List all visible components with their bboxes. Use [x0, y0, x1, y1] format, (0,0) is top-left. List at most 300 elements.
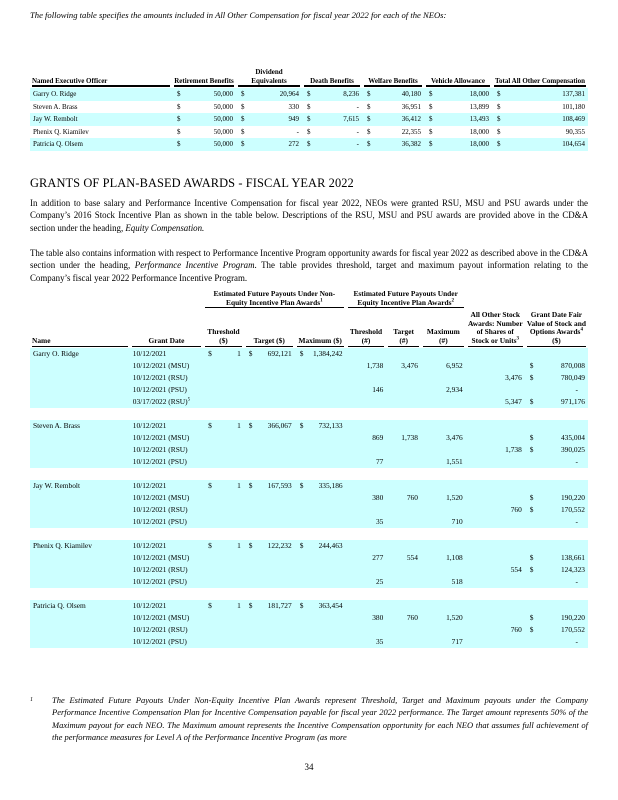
shares-mxn: 710: [421, 516, 466, 528]
col-header-target-n: Target (#): [386, 311, 421, 347]
payout-tg: [244, 360, 295, 372]
currency-symbol: $: [497, 90, 501, 98]
name-cell: Jay W. Rembolt: [30, 480, 130, 492]
currency-symbol: $: [307, 90, 311, 98]
col-header-threshold-n: Threshold (#): [346, 311, 387, 347]
amount: 780,049: [560, 372, 585, 382]
money-value: [365, 126, 421, 138]
payout-th: [203, 480, 244, 492]
payout-tg: [244, 576, 295, 588]
shares-tgn: 554: [386, 552, 421, 564]
payout-mx: [295, 444, 346, 456]
name-cell: [30, 456, 130, 468]
amount-cell: [362, 138, 424, 151]
payout-mx: [295, 564, 346, 576]
money-value: [528, 432, 585, 444]
currency-symbol: $: [529, 432, 534, 442]
shares-mxn: 1,551: [421, 456, 466, 468]
payout-tg: [244, 504, 295, 516]
shares-units: 760: [466, 504, 525, 516]
shares-units: [466, 552, 525, 564]
currency-symbol: $: [177, 115, 181, 123]
amount-cell: [424, 88, 492, 101]
grant-date: 10/12/2021: [130, 600, 203, 612]
payout-th: [203, 420, 244, 432]
amount-cell: [362, 113, 424, 126]
currency-symbol: $: [367, 90, 371, 98]
amount: 122,232: [267, 540, 292, 550]
fair-value: [525, 396, 588, 408]
shares-mxn: 717: [421, 636, 466, 648]
shares-thn: 380: [346, 612, 387, 624]
amount: 138,661: [560, 552, 585, 562]
officer-name: Jay W. Rembolt: [30, 113, 172, 126]
spacer-cell: [30, 408, 588, 420]
currency-symbol: $: [241, 102, 245, 111]
money-value: [427, 88, 489, 100]
amount: -: [356, 127, 359, 136]
shares-units: [466, 432, 525, 444]
table-row: [30, 348, 588, 360]
money-value: [298, 600, 343, 612]
shares-thn: 25: [346, 576, 387, 588]
shares-tgn: [386, 504, 421, 516]
currency-symbol: $: [529, 444, 534, 454]
fair-value: -: [525, 456, 588, 468]
amount: 90,355: [565, 127, 585, 136]
payout-tg: [244, 516, 295, 528]
group-spacer: [30, 528, 588, 540]
col-header: Vehicle Allowance: [424, 68, 492, 88]
officer-name: Steven A. Brass: [33, 102, 78, 111]
fair-value: [525, 504, 588, 516]
table-row: [30, 113, 588, 126]
grant-date: 10/12/2021 (PSU): [130, 516, 203, 528]
table-row: [30, 504, 588, 516]
amount: 18,000: [469, 127, 489, 136]
amount: 108,469: [562, 115, 585, 123]
money-value: [298, 540, 343, 552]
grant-date: 10/12/2021 (RSU): [130, 372, 203, 384]
shares-mxn: [421, 444, 466, 456]
amount: 50,000: [213, 102, 233, 111]
shares-thn: [346, 480, 387, 492]
amount: 20,964: [279, 90, 299, 98]
table-row: [30, 432, 588, 444]
money-value: [305, 101, 359, 113]
amount: 1: [237, 480, 241, 490]
shares-tgn: [386, 384, 421, 396]
spacer-cell: [30, 588, 588, 600]
shares-tgn: 1,738: [386, 432, 421, 444]
grant-date: 10/12/2021 (RSU): [130, 564, 203, 576]
money-value: [528, 360, 585, 372]
name-cell: Garry O. Ridge: [30, 348, 130, 360]
col-header-maximum-usd: Maximum ($): [298, 335, 342, 345]
payout-th: [203, 552, 244, 564]
col-header: Welfare Benefits: [362, 68, 424, 88]
shares-mxn: [421, 540, 466, 552]
amount: 1: [237, 540, 241, 550]
money-value: [427, 101, 489, 113]
currency-symbol: $: [429, 102, 433, 111]
money-value: [175, 101, 233, 113]
money-value: [206, 600, 241, 612]
shares-units: 1,738: [466, 444, 525, 456]
amount: 190,220: [560, 492, 585, 502]
amount-cell: [302, 113, 362, 126]
shares-units: 3,476: [466, 372, 525, 384]
footnote-ref: 5: [187, 397, 191, 403]
amount: 50,000: [213, 140, 233, 148]
shares-mxn: [421, 348, 466, 360]
shares-mxn: [421, 372, 466, 384]
table-row: [30, 444, 588, 456]
fair-value: [525, 432, 588, 444]
shares-units: [466, 540, 525, 552]
currency-symbol: $: [299, 480, 304, 490]
money-value: [365, 101, 421, 113]
group-header-row: [30, 290, 588, 311]
shares-tgn: [386, 540, 421, 552]
shares-units: [466, 516, 525, 528]
shares-mxn: [421, 600, 466, 612]
col-header: Dividend Equivalents: [236, 68, 302, 88]
equity-group-header: Estimated Future Payouts Under Equity Incentive Plan Awards$^2$: [346, 290, 466, 311]
shares-units: [466, 576, 525, 588]
amount: 8,236: [343, 90, 359, 98]
table-row: [30, 456, 588, 468]
amount-cell: [236, 88, 302, 101]
amount: 272: [288, 140, 299, 148]
grant-date: 10/12/2021: [130, 540, 203, 552]
table-row: [30, 576, 588, 588]
shares-thn: [346, 420, 387, 432]
name-cell: [30, 432, 130, 444]
name-cell: Steven A. Brass: [30, 420, 130, 432]
name-cell: [30, 516, 130, 528]
grant-date: 10/12/2021 (MSU): [130, 492, 203, 504]
table-row: [30, 480, 588, 492]
payout-tg: [244, 564, 295, 576]
currency-symbol: $: [299, 420, 304, 430]
name-cell: [30, 384, 130, 396]
currency-symbol: $: [429, 90, 433, 98]
payout-tg: [244, 456, 295, 468]
money-value: [175, 88, 233, 100]
amount: 335,186: [318, 480, 343, 490]
fair-value: [525, 612, 588, 624]
currency-symbol: $: [307, 140, 311, 148]
grant-date: 10/12/2021 (MSU): [130, 612, 203, 624]
amount-cell: [172, 113, 236, 126]
col-header: Death Benefits: [302, 68, 362, 88]
amount: 7,615: [343, 115, 359, 123]
amount-cell: [424, 138, 492, 151]
table-row: [30, 612, 588, 624]
shares-thn: [346, 624, 387, 636]
shares-tgn: [386, 576, 421, 588]
currency-symbol: $: [307, 127, 311, 136]
fair-value: -: [525, 636, 588, 648]
payout-tg: [244, 492, 295, 504]
amount: 101,180: [562, 102, 585, 111]
shares-thn: [346, 504, 387, 516]
fair-value: -: [525, 516, 588, 528]
shares-units: 554: [466, 564, 525, 576]
currency-symbol: $: [241, 140, 245, 148]
payout-th: [203, 492, 244, 504]
table-row: [30, 624, 588, 636]
amount: 949: [288, 115, 299, 123]
money-value: [495, 113, 585, 125]
name-cell: [30, 492, 130, 504]
currency-symbol: $: [248, 480, 253, 490]
payout-mx: [295, 540, 346, 552]
payout-th: [203, 456, 244, 468]
amount: 104,654: [562, 140, 585, 148]
money-value: [239, 101, 299, 113]
currency-symbol: $: [429, 115, 433, 123]
payout-th: [203, 384, 244, 396]
money-value: [528, 564, 585, 576]
intro-text: The following table specifies the amounts included in All Other Compensation for fiscal year 2022 for each of the NEOs:: [30, 10, 447, 20]
amount-cell: [172, 138, 236, 151]
table-header-row: [30, 68, 588, 88]
grant-date: 10/12/2021 (MSU): [130, 432, 203, 444]
payout-tg: [244, 552, 295, 564]
amount: 13,493: [469, 115, 489, 123]
shares-mxn: [421, 420, 466, 432]
currency-symbol: $: [529, 504, 534, 514]
money-value: [247, 348, 292, 360]
shares-mxn: 1,520: [421, 492, 466, 504]
amount: 692,121: [267, 348, 292, 358]
shares-units: [466, 480, 525, 492]
currency-symbol: $: [241, 115, 245, 123]
payout-tg: [244, 432, 295, 444]
currency-symbol: $: [497, 115, 501, 123]
amount: 50,000: [213, 115, 233, 123]
money-value: [298, 348, 343, 360]
payout-tg: [244, 636, 295, 648]
shares-mxn: 1,520: [421, 612, 466, 624]
payout-mx: [295, 492, 346, 504]
shares-mxn: [421, 564, 466, 576]
table-row: [30, 372, 588, 384]
shares-thn: [346, 564, 387, 576]
name-cell: [30, 372, 130, 384]
shares-tgn: [386, 636, 421, 648]
payout-mx: [295, 612, 346, 624]
amount-cell: [172, 88, 236, 101]
paragraph-2: The table also contains information with respect to Performance Incentive Program opportunity awards for fiscal year 2022 as described above in the CD&A section under the heading, Performance Incentive Program. The table provides threshold, target and maximum payout information relating to the Company’s fiscal year 2022 Performance Incentive Program.: [30, 248, 588, 283]
amount-cell: [302, 126, 362, 139]
currency-symbol: $: [497, 102, 501, 111]
shares-mxn: [421, 396, 466, 408]
amount-cell: [424, 126, 492, 139]
currency-symbol: $: [248, 420, 253, 430]
fair-value: [525, 552, 588, 564]
table-row: [30, 384, 588, 396]
table-row: [30, 101, 588, 114]
shares-mxn: 518: [421, 576, 466, 588]
payout-mx: [295, 600, 346, 612]
payout-mx: [295, 432, 346, 444]
amount: 971,176: [560, 396, 585, 406]
payout-th: [203, 624, 244, 636]
payout-mx: [295, 504, 346, 516]
payout-mx: [295, 384, 346, 396]
grants-table: [30, 290, 588, 648]
amount: 363,454: [318, 600, 343, 610]
amount: 870,008: [560, 360, 585, 370]
amount: 244,463: [318, 540, 343, 550]
amount: 18,000: [469, 90, 489, 98]
table-row: [30, 138, 588, 151]
amount-cell: [302, 101, 362, 114]
payout-th: [203, 372, 244, 384]
col-header-target-usd: Target ($): [244, 311, 295, 347]
grant-date: 03/17/2022 (RSU)$^5$: [130, 396, 203, 408]
shares-thn: 146: [346, 384, 387, 396]
grant-date: 10/12/2021 (PSU): [130, 456, 203, 468]
amount: 330: [288, 102, 299, 111]
table-row: [30, 540, 588, 552]
name-cell: [30, 612, 130, 624]
payout-th: [203, 540, 244, 552]
officer-name: Garry O. Ridge: [30, 88, 172, 101]
amount: 170,552: [560, 504, 585, 514]
shares-mxn: [421, 624, 466, 636]
amount: 190,220: [560, 612, 585, 622]
currency-symbol: $: [177, 127, 181, 136]
officer-name: Patricia Q. Olsem: [30, 138, 172, 151]
grant-date: 10/12/2021 (PSU): [130, 636, 203, 648]
amount: 36,382: [401, 140, 421, 148]
shares-tgn: [386, 516, 421, 528]
money-value: [528, 624, 585, 636]
shares-mxn: 6,952: [421, 360, 466, 372]
table-row: [30, 636, 588, 648]
shares-tgn: [386, 564, 421, 576]
payout-tg: [244, 396, 295, 408]
amount: 1: [237, 420, 241, 430]
section-title: GRANTS OF PLAN-BASED AWARDS - FISCAL YEAR 2022: [30, 176, 354, 190]
shares-units: [466, 492, 525, 504]
shares-thn: [346, 396, 387, 408]
name-cell: [30, 504, 130, 516]
amount-cell: [172, 126, 236, 139]
fair-value: [525, 540, 588, 552]
money-value: [427, 113, 489, 125]
name-cell: [30, 552, 130, 564]
currency-symbol: $: [307, 102, 311, 111]
currency-symbol: $: [529, 612, 534, 622]
payout-mx: [295, 456, 346, 468]
amount-cell: [236, 113, 302, 126]
payout-th: [203, 564, 244, 576]
officer-name: Phenix Q. Kiamilev: [33, 127, 89, 136]
shares-tgn: [386, 396, 421, 408]
grant-date: 10/12/2021: [130, 480, 203, 492]
shares-tgn: 760: [386, 612, 421, 624]
fair-value: -: [525, 576, 588, 588]
col-header: Retirement Benefits: [172, 68, 236, 88]
col-header-name: Name: [30, 311, 130, 347]
money-value: [247, 540, 292, 552]
money-value: [206, 480, 241, 492]
name-cell: Phenix Q. Kiamilev: [30, 540, 130, 552]
shares-units: [466, 384, 525, 396]
shares-tgn: [386, 372, 421, 384]
payout-tg: [244, 600, 295, 612]
amount-cell: [236, 126, 302, 139]
col-header-maximum-n: Maximum (#): [421, 311, 466, 347]
grant-date: 10/12/2021: [130, 348, 203, 360]
fair-value: [525, 624, 588, 636]
money-value: [298, 480, 343, 492]
currency-symbol: $: [177, 90, 181, 98]
currency-symbol: $: [529, 564, 534, 574]
name-cell: [30, 576, 130, 588]
payout-mx: [295, 624, 346, 636]
amount-cell: [236, 138, 302, 151]
payout-mx: [295, 372, 346, 384]
currency-symbol: $: [208, 420, 212, 430]
fair-value: [525, 492, 588, 504]
spacer-cell: [30, 528, 588, 540]
money-value: [528, 396, 585, 408]
currency-symbol: $: [529, 360, 534, 370]
name-cell: [30, 444, 130, 456]
amount: 137,381: [562, 90, 585, 98]
grant-date: 10/12/2021 (RSU): [130, 444, 203, 456]
money-value: [427, 138, 489, 150]
shares-thn: [346, 444, 387, 456]
name-cell: [30, 636, 130, 648]
shares-tgn: [386, 624, 421, 636]
table-header-row: [30, 311, 588, 347]
non-equity-group-header: Estimated Future Payouts Under Non-Equity Incentive Plan Awards$^1$: [203, 290, 346, 311]
table-row: [30, 88, 588, 101]
payout-tg: [244, 540, 295, 552]
amount: 181,727: [267, 600, 292, 610]
money-value: [365, 138, 421, 150]
paragraph-1: In addition to base salary and Performance Incentive Compensation for fiscal year 2022, NEOs were granted RSU, MSU and PSU awards under the Company’s 2016 Stock Incentive Plan as shown in the table below. Descriptions of the RSU, MSU and PSU awards are provided above in the CD&A section under the heading, Equity Compensation.: [30, 198, 588, 233]
amount: 435,004: [560, 432, 585, 442]
payout-mx: [295, 396, 346, 408]
shares-tgn: [386, 444, 421, 456]
amount: 50,000: [213, 90, 233, 98]
amount-cell: [492, 101, 588, 114]
shares-thn: 869: [346, 432, 387, 444]
currency-symbol: $: [367, 115, 371, 123]
currency-symbol: $: [367, 127, 371, 136]
amount: 13,899: [469, 102, 489, 111]
shares-tgn: [386, 348, 421, 360]
amount: 36,951: [401, 102, 421, 111]
amount: 390,025: [560, 444, 585, 454]
col-header-all-other: All Other Stock Awards: Number of Shares of Stock or Units$^3$: [467, 310, 523, 345]
amount-cell: [492, 138, 588, 151]
amount-cell: [172, 101, 236, 114]
payout-mx: [295, 552, 346, 564]
shares-mxn: [421, 480, 466, 492]
grant-date: 10/12/2021 (RSU): [130, 504, 203, 516]
table-row: [30, 600, 588, 612]
amount-cell: [362, 126, 424, 139]
